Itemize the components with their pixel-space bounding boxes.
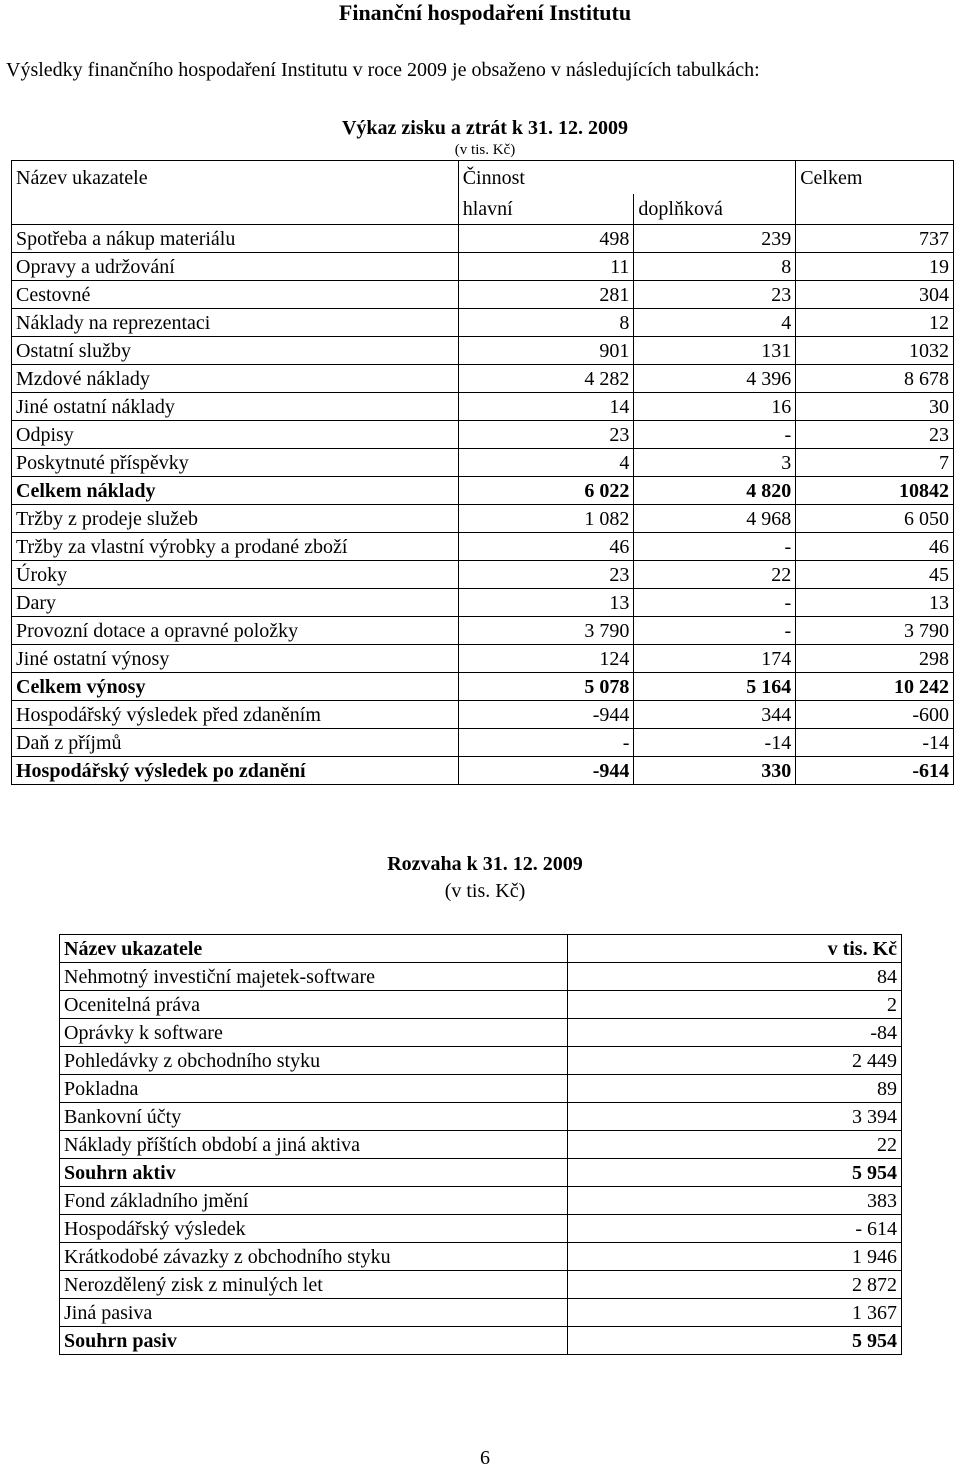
pl-header-supplementary: doplňková [634,194,796,225]
bs-row-name: Nerozdělený zisk z minulých let [60,1271,568,1299]
bs-unit: (v tis. Kč) [444,880,526,902]
pl-row [12,421,954,449]
pl-row-total: 7 [796,449,954,477]
intro-text: Výsledky finančního hospodaření Institutu v roce 2009 je obsaženo v následujících tabulkách: [6,59,760,81]
pl-row-supplementary: 16 [634,393,796,421]
pl-row-main: -944 [458,701,634,729]
pl-row-total: 737 [796,225,954,253]
pl-row-name: Tržby z prodeje služeb [12,505,459,533]
pl-row [12,701,954,729]
bs-row-value: 5 954 [567,1327,901,1355]
bs-row-value: 2 872 [567,1271,901,1299]
pl-row [12,505,954,533]
pl-row-supplementary: - [634,533,796,561]
pl-row-main: 901 [458,337,634,365]
pl-row-main: 498 [458,225,634,253]
bs-row-value: 2 449 [567,1047,901,1075]
bs-row-name: Jiná pasiva [60,1299,568,1327]
pl-row-main: 4 282 [458,365,634,393]
pl-row-total: -600 [796,701,954,729]
bs-row-name: Pohledávky z obchodního styku [60,1047,568,1075]
bs-row [60,1243,902,1271]
pl-row-main: 23 [458,561,634,589]
pl-row-total: 298 [796,645,954,673]
bs-row-value: 1 946 [567,1243,901,1271]
bs-row [60,1299,902,1327]
pl-row-supplementary: 131 [634,337,796,365]
pl-row [12,477,954,505]
pl-unit: (v tis. Kč) [454,142,516,158]
pl-row-name: Dary [12,589,459,617]
bs-row [60,1103,902,1131]
pl-row [12,589,954,617]
pl-row-main: 23 [458,421,634,449]
pl-row-name: Cestovné [12,281,459,309]
pl-row-supplementary: 5 164 [634,673,796,701]
pl-row-main: 14 [458,393,634,421]
pl-row-supplementary: 8 [634,253,796,281]
pl-row [12,757,954,785]
pl-row [12,729,954,757]
pl-row-supplementary: 239 [634,225,796,253]
pl-row [12,449,954,477]
pl-row [12,393,954,421]
pl-row-supplementary: - [634,617,796,645]
bs-row-name: Souhrn pasiv [60,1327,568,1355]
pl-row [12,281,954,309]
bs-header-value: v tis. Kč [567,935,901,963]
pl-row-supplementary: 4 396 [634,365,796,393]
pl-row-name: Celkem výnosy [12,673,459,701]
pl-row-main: 11 [458,253,634,281]
pl-header-row [12,161,954,195]
profit-loss-table [11,160,954,785]
pl-row-name: Mzdové náklady [12,365,459,393]
pl-row-name: Ostatní služby [12,337,459,365]
pl-row-main: 124 [458,645,634,673]
pl-row-supplementary: 330 [634,757,796,785]
pl-header-main: hlavní [458,194,634,225]
pl-row-main: 5 078 [458,673,634,701]
pl-subheader-row [12,194,954,225]
pl-row-main: 4 [458,449,634,477]
bs-row [60,1271,902,1299]
bs-row-value: -84 [567,1019,901,1047]
bs-row-name: Pokladna [60,1075,568,1103]
pl-row-name: Odpisy [12,421,459,449]
pl-row-total: 23 [796,421,954,449]
pl-row-total: 12 [796,309,954,337]
pl-row-total: 13 [796,589,954,617]
pl-row-name: Poskytnuté příspěvky [12,449,459,477]
bs-row [60,1187,902,1215]
balance-sheet-table [59,934,902,1355]
pl-row-supplementary: -14 [634,729,796,757]
pl-row-main: 6 022 [458,477,634,505]
pl-row-name: Provozní dotace a opravné položky [12,617,459,645]
pl-row-total: -614 [796,757,954,785]
bs-row-value: 383 [567,1187,901,1215]
pl-row [12,337,954,365]
pl-row-supplementary: 23 [634,281,796,309]
page-number: 6 [480,1447,490,1469]
pl-row-supplementary: 4 [634,309,796,337]
pl-row-main: 8 [458,309,634,337]
bs-row-value: - 614 [567,1215,901,1243]
bs-row-name: Oprávky k software [60,1019,568,1047]
pl-row [12,365,954,393]
pl-row-name: Jiné ostatní výnosy [12,645,459,673]
bs-row [60,963,902,991]
pl-row [12,617,954,645]
bs-row [60,1327,902,1355]
bs-row-name: Bankovní účty [60,1103,568,1131]
pl-header-name: Název ukazatele [12,161,459,195]
pl-row-name: Hospodářský výsledek po zdanění [12,757,459,785]
pl-row-name: Tržby za vlastní výrobky a prodané zboží [12,533,459,561]
pl-row-main: 46 [458,533,634,561]
pl-row-total: 10 242 [796,673,954,701]
bs-header-row [60,935,902,963]
bs-row [60,991,902,1019]
pl-row-supplementary: 22 [634,561,796,589]
bs-row-value: 5 954 [567,1159,901,1187]
bs-row [60,1131,902,1159]
pl-row-name: Jiné ostatní náklady [12,393,459,421]
pl-row-total: 46 [796,533,954,561]
pl-row-name: Celkem náklady [12,477,459,505]
pl-row-name: Hospodářský výsledek před zdaněním [12,701,459,729]
pl-row-name: Náklady na reprezentaci [12,309,459,337]
bs-header-name: Název ukazatele [60,935,568,963]
pl-row-name: Daň z příjmů [12,729,459,757]
bs-row [60,1047,902,1075]
pl-row-main: 281 [458,281,634,309]
page-title: Finanční hospodaření Institutu [338,0,632,25]
bs-row-name: Náklady příštích období a jiná aktiva [60,1131,568,1159]
bs-row [60,1215,902,1243]
bs-row-value: 84 [567,963,901,991]
pl-row [12,533,954,561]
pl-header-total: Celkem [796,161,954,195]
bs-row-name: Nehmotný investiční majetek-software [60,963,568,991]
pl-row-supplementary: 4 820 [634,477,796,505]
bs-row-name: Souhrn aktiv [60,1159,568,1187]
pl-row-supplementary: 4 968 [634,505,796,533]
bs-row-value: 22 [567,1131,901,1159]
bs-row-value: 89 [567,1075,901,1103]
bs-row-value: 3 394 [567,1103,901,1131]
pl-caption: Výkaz zisku a ztrát k 31. 12. 2009 [341,117,629,139]
pl-row [12,253,954,281]
pl-row-main: 3 790 [458,617,634,645]
pl-row-total: 1032 [796,337,954,365]
bs-row-name: Hospodářský výsledek [60,1215,568,1243]
bs-row [60,1075,902,1103]
pl-row-name: Opravy a udržování [12,253,459,281]
pl-row-name: Úroky [12,561,459,589]
pl-row-supplementary: 174 [634,645,796,673]
pl-row-total: 19 [796,253,954,281]
bs-row [60,1159,902,1187]
pl-row-main: -944 [458,757,634,785]
pl-row [12,561,954,589]
pl-row-total: 3 790 [796,617,954,645]
bs-row-name: Krátkodobé závazky z obchodního styku [60,1243,568,1271]
pl-row-total: -14 [796,729,954,757]
pl-row-total: 8 678 [796,365,954,393]
bs-row [60,1019,902,1047]
pl-row [12,225,954,253]
pl-row-main: - [458,729,634,757]
bs-row-name: Fond základního jmění [60,1187,568,1215]
bs-row-value: 1 367 [567,1299,901,1327]
pl-row [12,645,954,673]
pl-row-supplementary: 344 [634,701,796,729]
pl-row-supplementary: 3 [634,449,796,477]
pl-row-supplementary: - [634,589,796,617]
pl-row-name: Spotřeba a nákup materiálu [12,225,459,253]
pl-row-total: 6 050 [796,505,954,533]
bs-row-name: Ocenitelná práva [60,991,568,1019]
pl-row-total: 304 [796,281,954,309]
pl-row [12,309,954,337]
pl-row-total: 10842 [796,477,954,505]
pl-row-supplementary: - [634,421,796,449]
pl-row-total: 30 [796,393,954,421]
bs-caption: Rozvaha k 31. 12. 2009 [387,853,583,875]
pl-header-activity: Činnost [458,161,796,195]
pl-row [12,673,954,701]
pl-row-main: 1 082 [458,505,634,533]
pl-row-main: 13 [458,589,634,617]
pl-row-total: 45 [796,561,954,589]
bs-row-value: 2 [567,991,901,1019]
